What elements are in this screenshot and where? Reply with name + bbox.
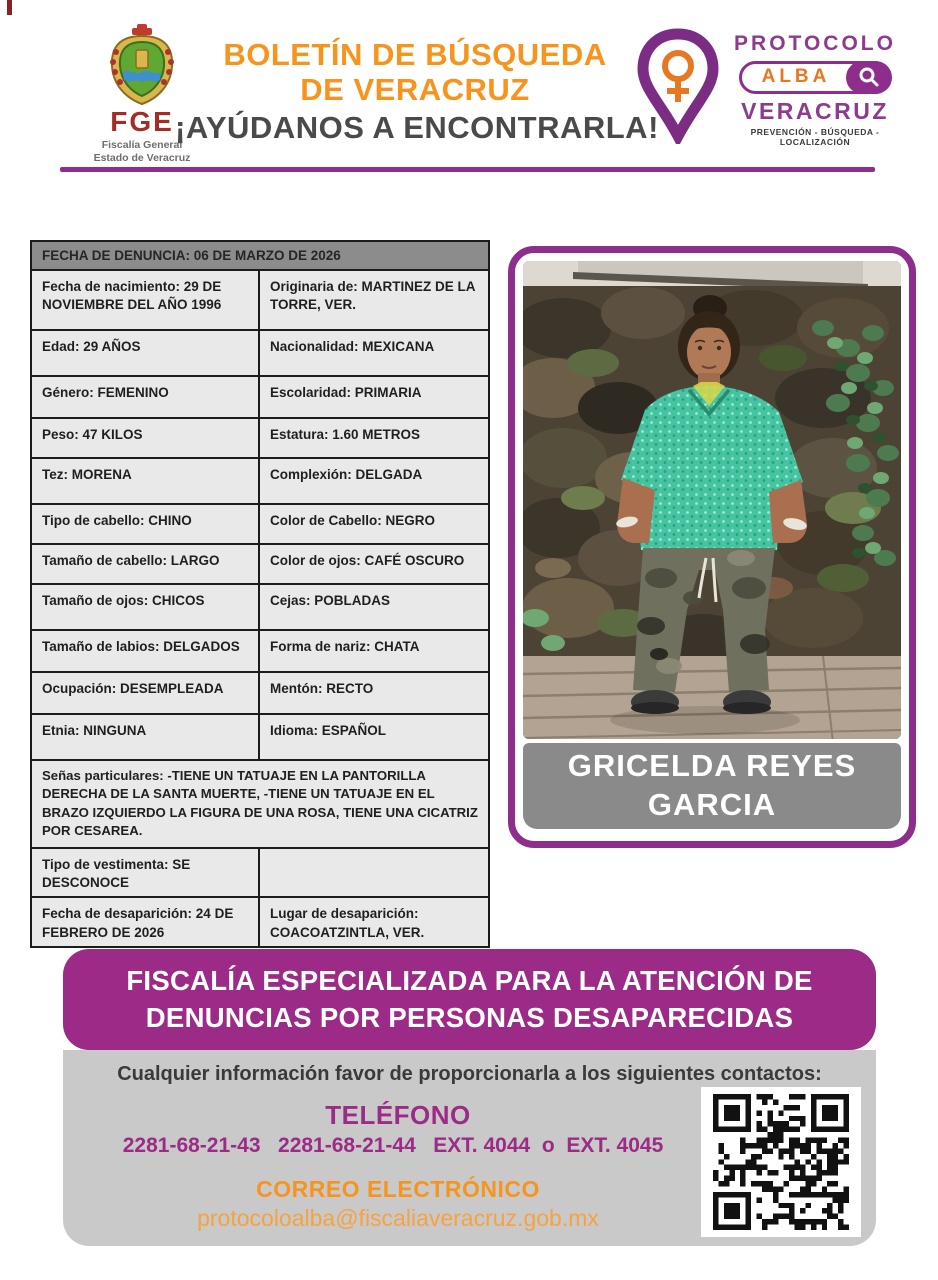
- eyebrows-cell: Cejas: POBLADAS: [270, 593, 391, 608]
- person-details-table: [30, 240, 490, 948]
- location-pin-female-icon: [636, 28, 720, 144]
- table-row: [32, 585, 488, 631]
- table-row: [32, 545, 488, 585]
- bulletin-title-line1: BOLETÍN DE BÚSQUEDA: [223, 37, 607, 72]
- origin-cell: Originaria de: MARTINEZ DE LA TORRE, VER.: [270, 279, 476, 313]
- age-cell: Edad: 29 AÑOS: [32, 331, 260, 375]
- table-row: [32, 419, 488, 459]
- agency-name-line1: Fiscalía General: [101, 139, 183, 151]
- disappearance-place-cell: Lugar de desaparición: COACOATZINTLA, VER.: [270, 906, 425, 940]
- qr-code: [701, 1087, 861, 1237]
- language-cell: Idioma: ESPAÑOL: [270, 723, 387, 738]
- clothing-cell: Tipo de vestimenta: SE DESCONOCE: [32, 849, 260, 896]
- fge-crest-icon: [103, 22, 181, 106]
- table-row: [32, 331, 488, 377]
- protocolo-alba-logo: [636, 22, 908, 152]
- hair-length-cell: Tamaño de cabello: LARGO: [32, 545, 260, 583]
- phone-label: TELÉFONO: [325, 1100, 471, 1130]
- contact-section: [63, 1050, 876, 1246]
- education-cell: Escolaridad: PRIMARIA: [270, 385, 422, 400]
- chin-cell: Mentón: RECTO: [270, 681, 374, 696]
- email-address: protocoloalba@fiscaliaveracruz.gob.mx: [197, 1205, 599, 1231]
- help-find-her-subtitle: ¡AYÚDANOS A ENCONTRARLA!: [175, 110, 659, 145]
- header-divider: [60, 167, 875, 172]
- distinguishing-marks-cell: Señas particulares: -TIENE UN TATUAJE EN LA PANTORILLA DERECHA DE LA SANTA MUERTE, -TIENE UN TATUAJE EN EL BRAZO IZQUIERDO LA FIGURA DE UNA ROSA, TIENE UNA CICATRIZ POR CESAREA.: [32, 761, 488, 849]
- agency-name-line2: Estado de Veracruz: [93, 151, 191, 164]
- missing-person-card: [508, 246, 916, 848]
- birthdate-cell: Fecha de nacimiento: 29 DE NOVIEMBRE DEL AÑO 1996: [32, 271, 260, 329]
- table-row: [32, 898, 488, 945]
- table-row: [32, 673, 488, 715]
- height-cell: Estatura: 1.60 METROS: [270, 427, 421, 442]
- hair-color-cell: Color de Cabello: NEGRO: [270, 513, 436, 528]
- complexion-skin-cell: Tez: MORENA: [32, 459, 260, 503]
- banner-line1: FISCALÍA ESPECIALIZADA PARA LA ATENCIÓN DE: [126, 965, 813, 997]
- alba-badge: [739, 61, 891, 94]
- phone-numbers: 2281-68-21-43 2281-68-21-44 EXT. 4044 o EXT. 4045: [122, 1134, 664, 1157]
- missing-person-name: GRICELDA REYES GARCIA: [523, 743, 901, 829]
- veracruz-word: VERACRUZ: [741, 98, 889, 124]
- weight-cell: Peso: 47 KILOS: [32, 419, 260, 457]
- table-row: [32, 631, 488, 673]
- email-label: CORREO ELECTRÓNICO: [256, 1176, 540, 1202]
- banner-line2: DENUNCIAS POR PERSONAS DESAPARECIDAS: [145, 1001, 794, 1033]
- nose-cell: Forma de nariz: CHATA: [270, 639, 420, 654]
- search-icon: [846, 61, 892, 94]
- disappearance-date-cell: Fecha de desaparición: 24 DE FEBRERO DE 2026: [32, 898, 260, 945]
- protocolo-word: PROTOCOLO: [734, 32, 896, 55]
- page-edge-mark: [7, 0, 12, 15]
- table-row: [32, 849, 488, 898]
- nationality-cell: Nacionalidad: MEXICANA: [270, 339, 435, 354]
- contact-intro-text: Cualquier información favor de proporcionarla a los siguientes contactos:: [117, 1063, 822, 1085]
- fiscalia-banner: [63, 949, 876, 1050]
- build-cell: Complexión: DELGADA: [270, 467, 423, 482]
- hair-type-cell: Tipo de cabello: CHINO: [32, 505, 260, 543]
- lips-cell: Tamaño de labios: DELGADOS: [32, 631, 260, 671]
- bulletin-title-line2: DE VERACRUZ: [300, 71, 530, 107]
- report-date-header: FECHA DE DENUNCIA: 06 DE MARZO DE 2026: [32, 242, 488, 271]
- protocolo-tagline: PREVENCIÓN - BÚSQUEDA - LOCALIZACIÓN: [750, 127, 880, 147]
- bulletin-title: [190, 38, 640, 107]
- ethnicity-cell: Etnia: NINGUNA: [32, 715, 260, 759]
- table-row: [32, 459, 488, 505]
- table-row: [32, 715, 488, 761]
- eye-size-cell: Tamaño de ojos: CHICOS: [32, 585, 260, 629]
- table-row: [32, 377, 488, 419]
- empty-cell: [260, 849, 488, 896]
- missing-person-photo: [523, 261, 901, 739]
- alba-label: ALBA: [761, 66, 831, 87]
- eye-color-cell: Color de ojos: CAFÉ OSCURO: [270, 553, 465, 568]
- occupation-cell: Ocupación: DESEMPLEADA: [32, 673, 260, 713]
- table-row: [32, 271, 488, 331]
- table-row: [32, 505, 488, 545]
- fge-abbreviation: FGE: [110, 106, 174, 137]
- gender-cell: Género: FEMENINO: [32, 377, 260, 417]
